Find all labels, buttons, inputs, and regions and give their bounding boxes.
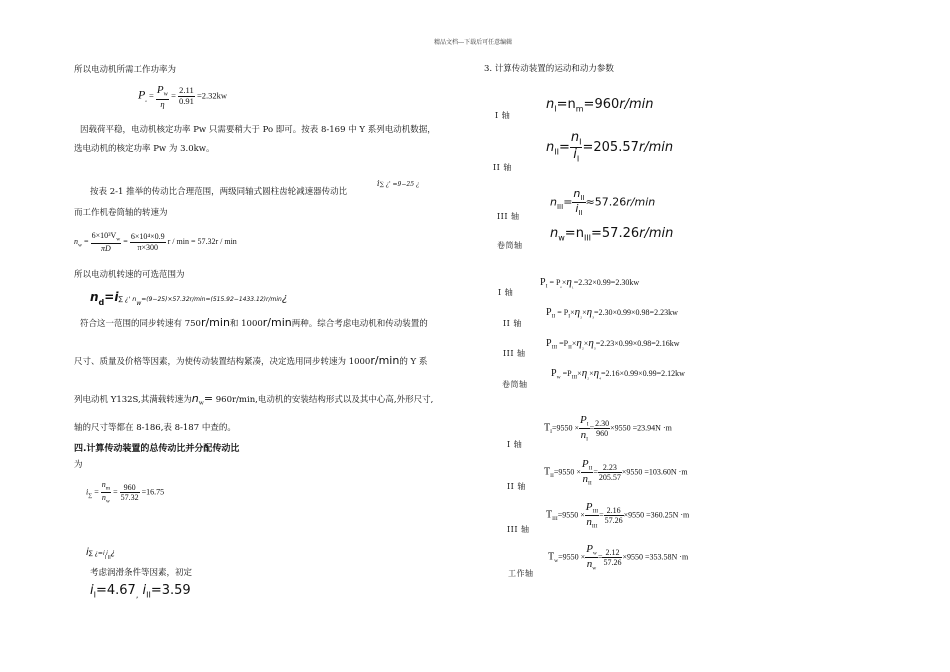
eq-eta2-sub: ₃ <box>592 313 595 320</box>
eq-pre: =9550 × <box>558 552 586 562</box>
eq-num-sub: w <box>163 91 168 98</box>
eq-num: P <box>586 543 593 555</box>
eq-num2: 2.23 <box>598 463 622 473</box>
eq-symbol-a: i <box>90 583 94 598</box>
eq-eq: = <box>203 392 214 405</box>
eq-result: =2.32kw <box>197 90 228 101</box>
paragraph-drum-speed: 而工作机卷筒轴的转速为 <box>74 208 168 218</box>
paragraph-ratio-range: 按表 2-1 推举的传动比合理范围，两级同轴式圆柱齿轮减速器传动比 <box>90 187 348 197</box>
paragraph-dimensions: 轴的尺寸等都在 8-186,表 8-187 中查的。 <box>74 423 236 433</box>
section-heading-4: 四.计算传动装置的总传动比并分配传动比 <box>74 444 240 454</box>
eq-den-sub: I <box>586 436 588 443</box>
eq-eta: η <box>566 276 572 288</box>
text-b: 的 Y 系 <box>399 357 428 367</box>
eq-symbol: T <box>544 422 551 434</box>
eq-num: P <box>580 414 587 426</box>
label-shaft-3: III 轴 <box>497 212 520 221</box>
eq-eta: η <box>576 337 582 349</box>
eq-tail2: i <box>106 550 108 557</box>
equation-required-power: $P_{_e}$ = $\frac{P_w}{\eta}$ = $\frac{2.11}{0.91}$ =2.32kw <box>138 84 228 109</box>
eq-den: η <box>160 98 165 109</box>
eq-mid: = P <box>555 308 569 317</box>
fraction <box>585 543 598 572</box>
eq-sub: III <box>556 202 564 211</box>
eq-unit: r/min <box>626 195 656 209</box>
eq-num: n <box>570 130 580 145</box>
fraction <box>585 501 599 530</box>
label-shaft-2: II 轴 <box>493 163 512 172</box>
paragraph-rated-power-2: 选电动机的核定功率 Pw 为 3.0kw。 <box>74 144 215 154</box>
eq-symbol-b: i <box>142 583 147 598</box>
fraction <box>570 131 583 164</box>
eq-den2: π×300 <box>137 242 158 252</box>
eq-symbol: n <box>74 236 78 246</box>
eq-rhs-sub: m <box>575 104 584 114</box>
equation-power-drum: $P_w =P_{III}\times\eta_{_2}\times\eta_{_4}=2.16\times 0.99\times 0.99=2.12kw$ <box>551 367 685 381</box>
eq-eta: η <box>574 306 581 318</box>
eq-symbol: P <box>138 87 146 102</box>
eq-den: πD <box>101 244 111 254</box>
fraction-values <box>604 506 624 525</box>
eq-eta2: η <box>593 367 600 379</box>
eq-num2: 960 <box>120 483 140 493</box>
eq-value-b: =3.59 <box>150 583 191 598</box>
eq-num-sub: I <box>579 137 582 147</box>
label-shaft-2-torque: II 轴 <box>507 482 526 491</box>
eq-eta2-sub: ₃ <box>593 344 596 351</box>
eq-num: P <box>156 84 164 96</box>
equation-speed-shaft-2: $n_{II}=$ $\frac{n_I}{i_I}$ =205.57r/min <box>546 130 674 164</box>
eq-rhs: =n <box>556 97 576 112</box>
eq-den2: 0.91 <box>179 96 194 107</box>
equation-drum-speed: $n_w$ = $\frac{6\times 10^3V_w}{\pi D}$ = $\frac{\text{6×10⁴×0.9}}{\pi\times 300}$ r / min = 57.32r / min <box>74 231 237 254</box>
label-shaft-1-torque: I 轴 <box>507 440 523 449</box>
eq-symbol: P <box>551 368 557 379</box>
eq-sub: II <box>551 313 556 320</box>
page-header: 精品文档---下载后可任意编辑 <box>434 39 513 46</box>
equation-torque-shaft-2: $T_{II}=9550$ × $\frac{P_{II}}{n_{II}}$ = $\frac{2.23}{205.57}$ ×9550 =103.60N ·m <box>544 458 688 487</box>
eq-eta: η <box>581 367 588 379</box>
eq-sub: ∑ <box>88 492 93 499</box>
eq-unit: r/min <box>639 226 674 241</box>
unit-rpm: r/min <box>262 316 292 329</box>
eq-pre: =9550 × <box>557 510 585 520</box>
eq-value: ×9550 =103.60N ·m <box>621 467 688 477</box>
eq-num-sub: w <box>116 236 121 243</box>
eq-sub-b: II <box>146 590 151 600</box>
fraction-values <box>178 86 195 107</box>
text-b: 和 1000 <box>229 319 263 329</box>
equation-torque-shaft-1: $T_I=9550$ × $\frac{P_I}{n_I}$ = $\frac{2.30}{960}$ ×9550 =23.94N ·m <box>544 414 672 443</box>
equation-initial-ratios <box>90 583 191 600</box>
eq-eta-sub: ₁ <box>571 283 574 290</box>
eq-mid: =P <box>557 339 569 348</box>
eq-den-sub: II <box>578 209 583 218</box>
eq-eta-sub: ₂ <box>580 313 583 320</box>
eq-num-sub: II <box>588 465 593 472</box>
eq-tail-sub: I <box>104 555 107 562</box>
eq-mid: =P <box>560 369 572 378</box>
equation-torque-shaft-3: $T_{III}=9550$ × $\frac{P_{III}}{n_{III}}$ = $\frac{2.16}{57.26}$ ×9550 =360.25N ·m <box>546 501 690 530</box>
fraction-values <box>130 232 166 251</box>
eq-sub: w <box>78 242 83 249</box>
eq-value: =2.23×0.99×0.98=2.16kw <box>595 339 680 348</box>
eq-sub: II <box>554 147 559 157</box>
eq-unit: r/min <box>619 97 654 112</box>
equation-power-shaft-2: $P_{II} = P_I\times\eta_{_2}\times\eta_{_3}=2.30\times 0.99\times 0.98=2.23kw$ <box>546 306 678 320</box>
eq-symbol: P <box>546 338 552 349</box>
eq-value: ×9550 =360.25N ·m <box>623 510 690 520</box>
eq-comma: , <box>135 590 139 600</box>
eq-mid-sub: III <box>571 374 578 381</box>
fraction <box>579 414 590 443</box>
label-drum-power: 卷筒轴 <box>502 380 528 389</box>
fraction <box>572 188 585 217</box>
fraction <box>581 458 593 487</box>
label-shaft-3-power: III 轴 <box>503 349 526 358</box>
eq-den: n <box>586 516 592 529</box>
eq-den-sub: w <box>592 565 597 572</box>
eq-den2: 57.26 <box>603 558 622 568</box>
eq-tail: ∑ ¿=i <box>88 550 105 557</box>
eq-eq: =i <box>104 290 119 304</box>
eq-den-sub: III <box>591 523 598 530</box>
eq-symbol: n <box>191 392 199 405</box>
eq-end: ¿ <box>281 291 288 304</box>
eq-end: ¿ <box>110 548 115 557</box>
fraction <box>91 231 122 253</box>
eq-value: =205.57 <box>582 139 639 155</box>
eq-symbol: P <box>540 277 546 288</box>
eq-num-sub: m <box>105 485 111 492</box>
eq-eta2: η <box>586 306 593 318</box>
eq-value: ×9550 =353.58N ·m <box>622 552 689 562</box>
eq-tail: ∑ ¿' n <box>118 295 137 303</box>
eq-rhs-sub: III <box>583 233 592 243</box>
eq-num: n <box>573 187 581 200</box>
eq-mid-sub: II <box>568 344 572 351</box>
eq-sub: II <box>550 472 554 479</box>
paragraph-for: 为 <box>74 460 83 470</box>
eq-sub: I <box>545 283 548 290</box>
paragraph-initial-ratios: 考虑润滑条件等因素，初定 <box>90 568 193 578</box>
eq-value: ×9550 =23.94N ·m <box>610 423 672 433</box>
eq-tail-sub: w <box>136 300 142 308</box>
eq-symbol: i <box>86 547 89 558</box>
eq-symbol: i <box>377 179 380 188</box>
equation-torque-work: $T_w=9550$ × $\frac{P_w}{n_w}$ = $\frac{2.12}{57.26}$ ×9550 =353.58N ·m <box>548 543 689 572</box>
eq-mid-sub: I <box>568 313 571 320</box>
eq-den: n <box>580 429 587 442</box>
equation-power-shaft-3: $P_{III} =P_{II}\times\eta_{_2}\times\eta_{_3}=2.23\times 0.99\times 0.98=2.16kw$ <box>546 337 680 351</box>
fraction <box>101 480 111 505</box>
paragraph-motor-model <box>74 392 433 407</box>
eq-tail2: =(9−25)×57.32r/min=(515.92−1433.12)r/min <box>141 296 282 303</box>
eq-symbol: i <box>86 487 89 497</box>
eq-den2: 57.26 <box>604 516 623 526</box>
eq-result: r / min = 57.32r / min <box>167 236 237 246</box>
section-heading-3: 3. 计算传动装置的运动和动力参数 <box>484 64 614 74</box>
eq-num2: 6×10⁴×0.9 <box>130 232 165 242</box>
label-work-shaft-torque: 工作轴 <box>508 569 534 578</box>
eq-den-sub: I <box>576 154 580 164</box>
eq-den2: 205.57 <box>598 473 621 483</box>
eq-symbol: P <box>546 307 552 318</box>
fraction-values <box>602 548 622 567</box>
eq-symbol: T <box>546 509 553 521</box>
eq-tail2-sub: II <box>107 555 111 562</box>
fraction-values <box>120 483 140 502</box>
eq-sub: I <box>550 428 552 435</box>
eq-rhs: =n <box>564 226 584 241</box>
eq-sub: d <box>98 298 105 308</box>
text-c: 两种。综合考虑电动机和传动装置的 <box>291 319 428 329</box>
eq-den: n <box>101 493 106 503</box>
text-a: 符合这一范围的同步转速有 750 <box>80 319 201 329</box>
eq-value: =960 <box>583 97 620 112</box>
eq-den: n <box>582 473 588 486</box>
eq-sub: III <box>551 344 558 351</box>
label-shaft-2-power: II 轴 <box>503 319 522 328</box>
eq-num-sub: II <box>580 194 585 203</box>
eq-unit: r/min <box>638 139 674 155</box>
eq-num: P <box>585 501 593 513</box>
equation-power-shaft-1: $P_I = P_{_e}\times\eta_{_1}=2.32\times 0.99=2.30kw$ <box>540 276 640 290</box>
eq-num-sub: I <box>586 421 589 428</box>
label-shaft-1: I 轴 <box>495 111 511 120</box>
eq-symbol: n <box>550 195 557 209</box>
eq-den-sub: w <box>105 498 110 505</box>
label-shaft-1-power: I 轴 <box>498 288 514 297</box>
eq-den-sub: II <box>587 480 592 487</box>
eq-den: n <box>586 558 593 571</box>
unit-rpm: r/min <box>370 354 400 367</box>
eq-num-sub: III <box>592 508 599 515</box>
unit-rpm: r/min <box>200 316 230 329</box>
equation-speed-shaft-1 <box>546 97 654 114</box>
text-b: 960r/min,电动机的安装结构形式以及其中心高,外形尺寸, <box>215 395 434 405</box>
eq-value: =2.32×0.99=2.30kw <box>573 278 640 287</box>
eq-eta-sub: ₂ <box>587 374 590 381</box>
eq-sub-a: I <box>93 590 96 600</box>
eq-tail: ∑ ¿' =9−25 ¿ <box>379 181 420 188</box>
paragraph-rated-power-1: 因载荷平稳，电动机核定功率 Pw 只需要稍大于 Po 即可。按表 8-169 中 Y 系列电动机数据， <box>80 125 436 135</box>
eq-value: =2.30×0.99×0.98=2.23kw <box>594 308 678 317</box>
eq-symbol: n <box>546 97 555 112</box>
eq-num-sub: w <box>592 550 597 557</box>
eq-symbol: T <box>544 466 551 478</box>
eq-value: ≈57.26 <box>585 195 627 209</box>
eq-value: =57.26 <box>591 226 640 241</box>
eq-num2: 2.11 <box>179 85 194 96</box>
eq-eta2-sub: ₄ <box>599 374 602 381</box>
eq-num2: 2.16 <box>604 506 624 516</box>
eq-mid: = P <box>547 278 561 287</box>
eq-symbol: T <box>548 551 555 563</box>
eq-symbol: n <box>546 139 555 155</box>
eq-value-a: =4.67 <box>95 583 136 598</box>
eq-value: =2.16×0.99×0.99=2.12kw <box>601 369 685 378</box>
eq-num: P <box>581 458 589 470</box>
eq-symbol: n <box>550 226 559 241</box>
eq-sub: w <box>556 374 561 381</box>
eq-den: i <box>575 202 579 216</box>
eq-sub: w <box>558 233 565 243</box>
eq-sub: ₑ <box>145 97 147 104</box>
eq-symbol: n <box>90 290 99 304</box>
formula-ratio-range <box>377 179 419 188</box>
eq-den2: 57.32 <box>120 493 139 503</box>
eq-sub: w <box>198 399 204 407</box>
paragraph-speed-range: 所以电动机转速的可选范围为 <box>74 270 185 280</box>
equation-speed-shaft-3: $n_{III}=$ $\frac{n_{II}}{i_{II}}$ ≈57.26r/min <box>550 187 656 218</box>
eq-eta2: η <box>588 337 594 349</box>
paragraph-sync-speeds <box>80 316 428 329</box>
equation-motor-speed-range <box>90 286 288 307</box>
label-drum-shaft: 卷筒轴 <box>497 241 523 250</box>
equation-ratio-split <box>86 540 115 561</box>
label-shaft-3-torque: III 轴 <box>507 525 530 534</box>
eq-eta-sub: ₂ <box>581 344 584 351</box>
eq-sub: III <box>552 515 558 522</box>
fraction <box>156 84 169 109</box>
fraction-values <box>598 463 622 482</box>
paragraph-motor-choice <box>74 354 427 367</box>
equation-speed-drum <box>550 226 673 243</box>
eq-num2: 2.12 <box>602 548 622 558</box>
eq-pre: =9550 × <box>553 467 581 477</box>
text-a: 尺寸、质量及价格等因素，为使传动装置结构紧凑，决定选用同步转速为 1000 <box>74 357 371 367</box>
fraction-values <box>594 419 610 438</box>
eq-num: 6×10³V <box>91 231 117 240</box>
eq-sub: I <box>554 104 557 114</box>
eq-mid-sub: ₑ <box>560 283 562 290</box>
eq-result: =16.75 <box>141 487 165 497</box>
eq-den2: 960 <box>596 429 609 439</box>
eq-sub: w <box>554 557 559 564</box>
eq-num: n <box>101 480 106 489</box>
eq-num2: 2.30 <box>595 418 610 428</box>
eq-den: i <box>573 146 577 162</box>
eq-pre: =9550 × <box>551 423 580 433</box>
text-a: 列电动机 Y132S,其满载转速为 <box>74 395 192 405</box>
equation-total-ratio: $i_\sum$ = $\frac{n_m}{n_w}$ = $\frac{960}{57.32}$ =16.75 <box>86 480 165 505</box>
paragraph-power-intro: 所以电动机所需工作功率为 <box>74 65 177 75</box>
